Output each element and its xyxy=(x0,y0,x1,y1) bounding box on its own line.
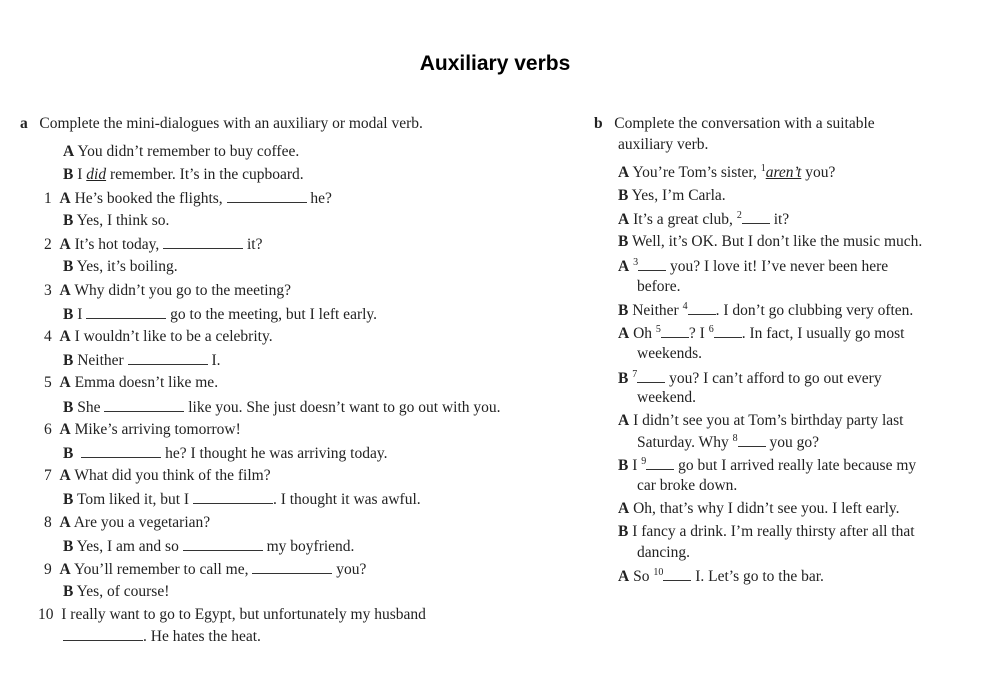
answer-blank-b5[interactable] xyxy=(661,323,689,338)
dialogue-line-7: A Oh $^5$ ? I $^6$ . In fact, I usually go most xyxy=(618,324,905,342)
answer-blank-b6[interactable] xyxy=(714,323,742,338)
dialogue-line-4: B Well, it’s OK. But I don’t like the music much. xyxy=(618,233,923,250)
answer-blank-3[interactable] xyxy=(86,304,166,319)
answer-blank-8[interactable] xyxy=(183,536,263,551)
page-title: Auxiliary verbs xyxy=(419,52,571,75)
dialogue-line-8-cont: weekend. xyxy=(637,389,696,406)
section-a-instruction: Complete the mini-dialogues with an auxiliary or modal verb. xyxy=(39,115,423,132)
section-b-instruction-2: auxiliary verb. xyxy=(618,136,709,153)
dialogue-line-8: B $^7$ you? I can’t afford to go out every xyxy=(618,369,882,387)
answer-blank-6[interactable] xyxy=(81,443,161,458)
answer-blank-1[interactable] xyxy=(227,188,307,203)
item-2-b: B Yes, it’s boiling. xyxy=(63,258,178,275)
answer-blank-b9[interactable] xyxy=(646,455,674,470)
item-1-b: B Yes, I think so. xyxy=(63,212,170,229)
dialogue-line-6: B Neither $^4$ . I don’t go clubbing very often. xyxy=(618,301,914,319)
item-4-b: B Neither I. xyxy=(63,352,221,369)
dialogue-line-1: A You’re Tom’s sister, $^1$aren’t you? xyxy=(618,163,836,181)
item-10-line2: . He hates the heat. xyxy=(63,626,261,647)
answer-blank-b7[interactable] xyxy=(637,368,665,383)
section-a-letter: a xyxy=(20,115,28,132)
dialogue-line-7-cont: weekends. xyxy=(637,345,702,362)
answer-blank-2[interactable] xyxy=(163,234,243,249)
dialogue-line-10: B I $^9$ go but I arrived really late because my xyxy=(618,456,917,474)
example-answer: did xyxy=(86,166,107,183)
item-6-b: B he? I thought he was arriving today. xyxy=(63,445,388,462)
item-7-a: 7 A What did you think of the film? xyxy=(44,467,271,484)
item-3-a: 3 A Why didn’t you go to the meeting? xyxy=(44,282,291,299)
example-a-line: A You didn’t remember to buy coffee. xyxy=(63,143,300,160)
answer-blank-7[interactable] xyxy=(193,489,273,504)
answer-blank-4[interactable] xyxy=(128,350,208,365)
item-2-a: 2 A It’s hot today, it? xyxy=(44,236,263,253)
dialogue-line-9: A I didn’t see you at Tom’s birthday party last xyxy=(618,412,904,429)
item-8-a: 8 A Are you a vegetarian? xyxy=(44,514,211,531)
dialogue-line-5: A $^3$ you? I love it! I’ve never been here xyxy=(618,257,889,275)
item-7-b: B Tom liked it, but I . I thought it was awful. xyxy=(63,491,421,508)
answer-blank-b8[interactable] xyxy=(738,432,766,447)
section-b-instruction-1: Complete the conversation with a suitable xyxy=(614,115,875,132)
item-10-line1: 10 I really want to go to Egypt, but unfortunately my husband xyxy=(38,606,426,623)
answer-blank-b10[interactable] xyxy=(663,566,691,581)
dialogue-line-11: A Oh, that’s why I didn’t see you. I left early. xyxy=(618,500,900,517)
answer-blank-b2[interactable] xyxy=(742,209,770,224)
item-9-a: 9 A You’ll remember to call me, you? xyxy=(44,561,367,578)
dialogue-line-13: A So $^{10}$ I. Let’s go to the bar. xyxy=(618,567,824,585)
dialogue-line-5-cont: before. xyxy=(637,278,681,295)
answer-blank-9[interactable] xyxy=(252,559,332,574)
answer-blank-10[interactable] xyxy=(63,626,143,641)
dialogue-line-3: A It’s a great club, $^2$ it? xyxy=(618,210,790,228)
item-8-b: B Yes, I am and so my boyfriend. xyxy=(63,538,355,555)
section-a-header xyxy=(20,114,423,134)
item-4-a: 4 A I wouldn’t like to be a celebrity. xyxy=(44,328,273,345)
item-9-b: B Yes, of course! xyxy=(63,583,170,600)
answer-blank-b4[interactable] xyxy=(688,300,716,315)
example-answer-b: aren’t xyxy=(765,164,802,181)
section-b-letter: b xyxy=(594,115,603,132)
dialogue-line-12: B I fancy a drink. I’m really thirsty after all that xyxy=(618,523,915,540)
item-5-a: 5 A Emma doesn’t like me. xyxy=(44,374,219,391)
example-b-line: B I did remember. It’s in the cupboard. xyxy=(63,166,304,183)
item-6-a: 6 A Mike’s arriving tomorrow! xyxy=(44,421,241,438)
section-b-header xyxy=(594,114,875,134)
dialogue-line-2: B Yes, I’m Carla. xyxy=(618,187,726,204)
dialogue-line-10-cont: car broke down. xyxy=(637,477,738,494)
item-5-b: B She like you. She just doesn’t want to go out with you. xyxy=(63,399,501,416)
dialogue-line-9-cont: Saturday. Why $^8$ you go? xyxy=(637,433,819,451)
item-3-b: B I go to the meeting, but I left early. xyxy=(63,306,378,323)
item-1-a: 1 A He’s booked the flights, he? xyxy=(44,190,332,207)
answer-blank-5[interactable] xyxy=(104,397,184,412)
answer-blank-b3[interactable] xyxy=(638,256,666,271)
dialogue-line-12-cont: dancing. xyxy=(637,544,690,561)
